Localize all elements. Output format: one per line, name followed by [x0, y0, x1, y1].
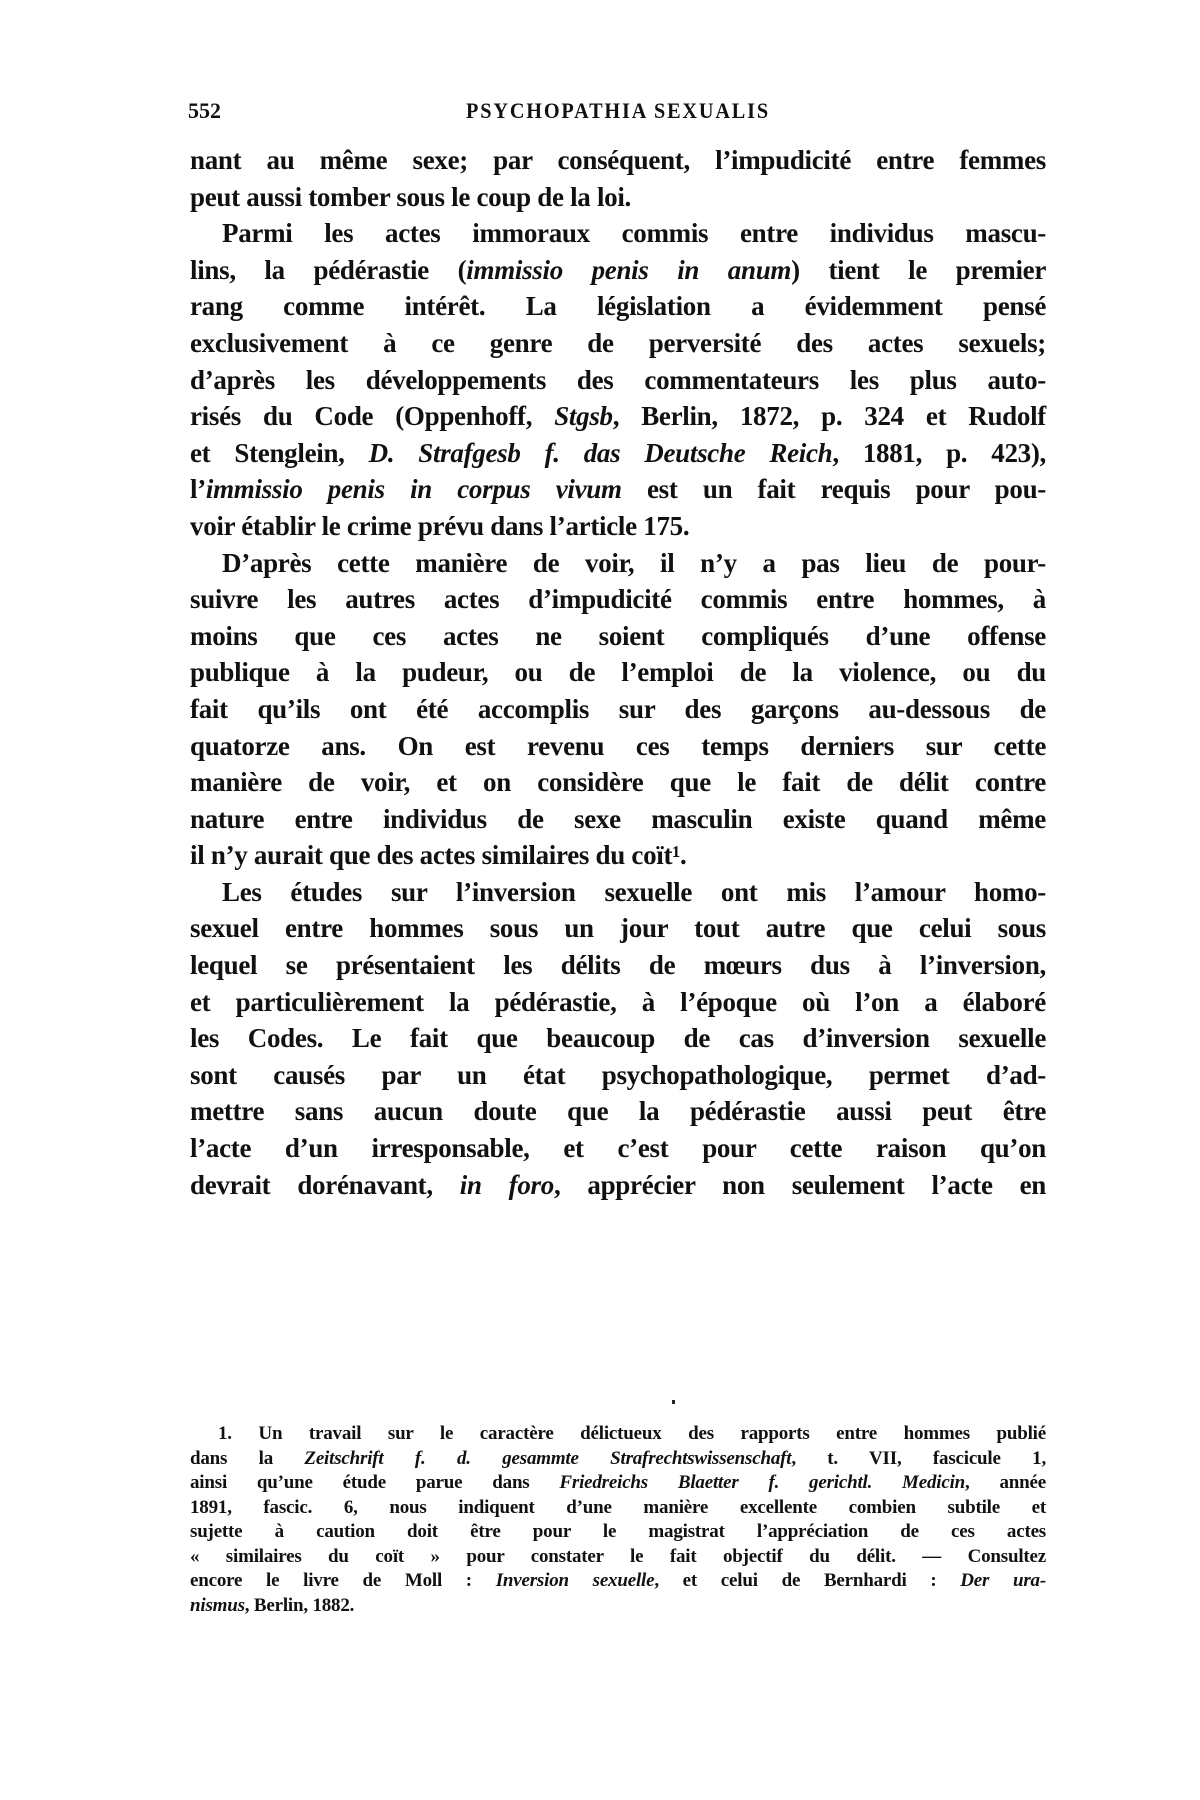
- running-title: PSYCHOPATHIA SEXUALIS: [466, 98, 770, 123]
- text-segment: suivre les autres actes d’impudicité commis entre hommes, à: [190, 584, 1046, 615]
- italic-text: Zeitschrift f. d. gesammte Strafrechtswissenschaft: [304, 1447, 792, 1469]
- body-line: [190, 1167, 1046, 1204]
- italic-text: Stgsb: [554, 401, 613, 432]
- body-line: [190, 1130, 1046, 1167]
- text-segment: et particulièrement la pédérastie, à l’époque où l’on a élaboré: [190, 986, 1046, 1017]
- text-segment: nant au même sexe; par conséquent, l’impudicité entre femmes: [190, 145, 1046, 175]
- text-segment: peut aussi tomber sous le coup de la loi.: [190, 181, 632, 212]
- body-line: [190, 179, 1046, 216]
- running-head: [188, 98, 1048, 128]
- text-segment: les Codes. Le fait que beaucoup de cas d’inversion sexuelle: [190, 1023, 1046, 1054]
- body-line: [190, 837, 1046, 874]
- body-line: [190, 874, 1046, 911]
- text-segment: exclusivement à ce genre de perversité des actes sexuels;: [190, 327, 1046, 358]
- text-segment: sujette à caution doit être pour le magistrat l’appréciation de ces actes: [190, 1521, 1046, 1542]
- body-line: [190, 362, 1046, 399]
- text-segment: « similaires du coït » pour constater le fait objectif du délit. — Consultez: [190, 1545, 1046, 1567]
- text-segment: publique à la pudeur, ou de l’emploi de la violence, ou du: [190, 657, 1046, 688]
- body-line: [190, 947, 1046, 984]
- italic-text: D. Strafgesb f. das Deutsche Reich: [368, 437, 833, 468]
- text-segment: ) tient le premier: [791, 254, 1047, 285]
- body-line: [190, 618, 1046, 655]
- body-line: [190, 764, 1046, 801]
- text-segment: , année: [965, 1472, 1046, 1493]
- body-line: [190, 288, 1046, 325]
- text-segment: ainsi qu’une étude parue dans: [190, 1472, 560, 1493]
- scan-speck: [672, 1400, 675, 1404]
- text-segment: moins que ces actes ne soient compliqués d’une offense: [190, 620, 1046, 651]
- text-segment: il n’y aurait que des actes similaires du coït¹.: [190, 840, 687, 871]
- text-segment: , Berlin, 1872, p. 324 et Rudolf: [612, 401, 1046, 432]
- footnote-line: [190, 1447, 1046, 1472]
- text-segment: mettre sans aucun doute que la pédérastie aussi peut être: [190, 1096, 1046, 1127]
- text-segment: voir établir le crime prévu dans l’article 175.: [190, 510, 690, 541]
- body-line: [190, 471, 1046, 508]
- body-line: [190, 654, 1046, 691]
- footnote-line: [190, 1545, 1046, 1570]
- text-segment: lins, la pédérastie (: [190, 254, 467, 285]
- body-line: [190, 691, 1046, 728]
- footnote-line: [190, 1520, 1046, 1545]
- page-number: 552: [188, 98, 221, 123]
- footnote-line: [190, 1471, 1046, 1496]
- text-segment: manière de voir, et on considère que le fait de délit contre: [190, 767, 1046, 798]
- italic-text: Inversion sexuelle: [495, 1570, 655, 1591]
- footnote-line: [190, 1569, 1046, 1594]
- footnote-line: [190, 1422, 1046, 1447]
- body-line: [190, 435, 1046, 472]
- text-segment: , t. VII, fascicule 1,: [791, 1447, 1046, 1469]
- body-line: [190, 398, 1046, 435]
- footnote-line: [190, 1496, 1046, 1521]
- body-line: [190, 1020, 1046, 1057]
- body-line: [190, 142, 1046, 179]
- text-segment: , Berlin, 1882.: [244, 1594, 355, 1616]
- body-line: [190, 545, 1046, 582]
- text-segment: lequel se présentaient les délits de mœurs dus à l’inversion,: [190, 950, 1046, 981]
- text-segment: l’: [190, 474, 206, 505]
- body-text: [190, 142, 1046, 1203]
- text-segment: Les études sur l’inversion sexuelle ont mis l’amour homo-: [222, 876, 1046, 907]
- text-segment: quatorze ans. On est revenu ces temps derniers sur cette: [190, 730, 1046, 761]
- text-segment: rang comme intérêt. La législation a évidemment pensé: [190, 291, 1046, 322]
- footnote-line: [190, 1594, 1046, 1619]
- text-segment: nature entre individus de sexe masculin existe quand même: [190, 803, 1046, 834]
- italic-text: Friedreichs Blaetter f. gerichtl. Medicin: [559, 1472, 966, 1493]
- body-line: [190, 325, 1046, 362]
- text-segment: , apprécier non seulement l’acte en: [553, 1169, 1046, 1200]
- text-segment: 1. Un travail sur le caractère délictueux des rapports entre hommes publié: [218, 1423, 1046, 1444]
- text-segment: , et celui de Bernhardi :: [654, 1570, 961, 1591]
- text-segment: l’acte d’un irresponsable, et c’est pour cette raison qu’on: [190, 1133, 1046, 1164]
- text-segment: encore le livre de Moll :: [190, 1570, 496, 1591]
- body-line: [190, 252, 1046, 289]
- italic-text: nismus: [190, 1594, 245, 1616]
- text-segment: devrait dorénavant,: [190, 1169, 460, 1200]
- text-segment: est un fait requis pour pou-: [621, 474, 1046, 505]
- text-segment: , 1881, p. 423),: [832, 437, 1046, 468]
- text-segment: Parmi les actes immoraux commis entre individus mascu-: [222, 218, 1046, 249]
- footnotes: [190, 1422, 1046, 1618]
- italic-text: in foro: [459, 1169, 554, 1200]
- italic-text: immissio penis in corpus vivum: [205, 474, 622, 505]
- text-segment: D’après cette manière de voir, il n’y a pas lieu de pour-: [222, 547, 1046, 578]
- body-line: [190, 1057, 1046, 1094]
- text-segment: dans la: [190, 1447, 305, 1469]
- text-segment: fait qu’ils ont été accomplis sur des garçons au-dessous de: [190, 693, 1046, 724]
- text-segment: et Stenglein,: [190, 437, 369, 468]
- body-line: [190, 984, 1046, 1021]
- text-segment: d’après les développements des commentateurs les plus auto-: [190, 364, 1046, 395]
- body-line: [190, 215, 1046, 252]
- text-segment: 1891, fascic. 6, nous indiquent d’une manière excellente combien subtile et: [190, 1496, 1046, 1518]
- italic-text: immissio penis in anum: [466, 254, 792, 285]
- body-line: [190, 508, 1046, 545]
- italic-text: Der ura-: [960, 1570, 1046, 1591]
- body-line: [190, 581, 1046, 618]
- text-segment: sexuel entre hommes sous un jour tout autre que celui sous: [190, 913, 1046, 944]
- text-segment: risés du Code (Oppenhoff,: [190, 401, 555, 432]
- body-line: [190, 801, 1046, 838]
- body-line: [190, 910, 1046, 947]
- body-line: [190, 1093, 1046, 1130]
- body-line: [190, 728, 1046, 765]
- text-segment: sont causés par un état psychopathologique, permet d’ad-: [190, 1059, 1046, 1090]
